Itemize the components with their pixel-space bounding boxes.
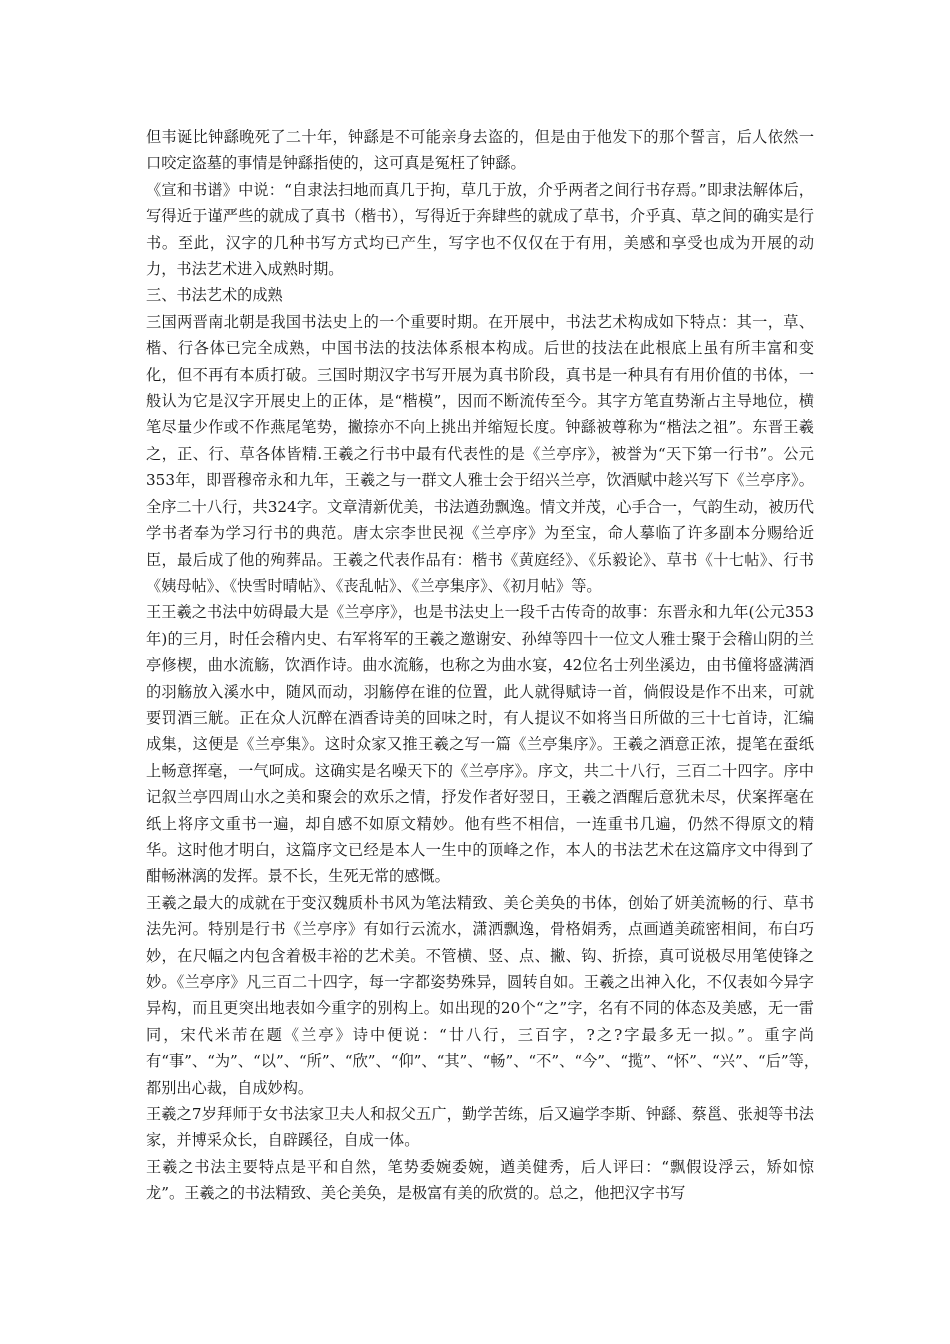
paragraph-3: 三国两晋南北朝是我国书法史上的一个重要时期。在开展中，书法艺术构成如下特点：其一，草、楷、行各体已完全成熟，中国书法的技法体系根本构成。后世的技法在此根底上虽有所丰富和变化，但不再有本质打破。三国时期汉字书写开展为真书阶段，真书是一种具有有用价值的书体，一般认为它是汉字开展史上的正体，是“楷模”，因而不断流传至今。其字方笔直势渐占主导地位，横笔尽量少作或不作燕尾笔势，撇捺亦不向上挑出并缩短长度。钟繇被尊称为“楷法之祖”。东晋王羲之，正、行、草各体皆精.王羲之行书中最有代表性的是《兰亭序》，被誉为“天下第一行书”。公元353年，即晋穆帝永和九年，王羲之与一群文人雅士会于绍兴兰亭，饮酒赋中趁兴写下《兰亭序》。全序二十八行，共324字。文章清新优美，书法遒劲飘逸。情文并茂，心手合一，气韵生动，被历代学书者奉为学习行书的典范。唐太宗李世民视《兰亭序》为至宝，命人摹临了许多副本分赐给近臣，最后成了他的殉葬品。王羲之代表作品有：楷书《黄庭经》、《乐毅论》、草书《十七帖》、行书《姨母帖》、《快雪时晴帖》、《丧乱帖》、《兰亭集序》、《初月帖》等。 — [146, 312, 814, 595]
paragraph-2: 《宣和书谱》中说：“自隶法扫地而真几于拘，草几于放，介乎两者之间行书存焉。”即隶法解体后，写得近于谨严些的就成了真书（楷书），写得近于奔肆些的就成了草书，介乎真、草之间的确实是行书。至此，汉字的几种书写方式均已产生，写字也不仅仅在于有用，美感和享受也成为开展的动力，书法艺术进入成熟时期。 — [146, 180, 814, 279]
paragraph-1: 但韦诞比钟繇晚死了二十年，钟繇是不可能亲身去盗的，但是由于他发下的那个誓言，后人依然一口咬定盗墓的事情是钟繇指使的，这可真是冤枉了钟繇。 — [146, 128, 814, 173]
section-heading: 三、书法艺术的成熟 — [146, 286, 283, 305]
paragraph-7: 王羲之书法主要特点是平和自然，笔势委婉委婉，遒美健秀，后人评曰：“飘假设浮云，矫如惊龙”。王羲之的书法精致、美仑美奂，是极富有美的欣赏的。总之，他把汉字书写 — [146, 1157, 814, 1203]
paragraph-6: 王羲之7岁拜师于女书法家卫夫人和叔父五广，勤学苦练，后又遍学李斯、钟繇、蔡邕、张昶等书法家，并博采众长，自辟蹊径，自成一体。 — [146, 1105, 814, 1150]
paragraph-5: 王羲之最大的成就在于变汉魏质朴书风为笔法精致、美仑美奂的书体，创始了妍美流畅的行、草书法先河。特别是行书《兰亭序》有如行云流水，潇洒飘逸，骨格娟秀，点画遒美疏密相间，布白巧妙，在尺幅之内包含着极丰裕的艺术美。不管横、竖、点、撇、钩、折捺，真可说极尽用笔使锋之妙。《兰亭序》凡三百二十四字，每一字都姿势殊异，圆转自如。王羲之出神入化，不仅表如今异字异构，而且更突出地表如今重字的别构上。如出现的20个“之”字，名有不同的体态及美感，无一雷同，宋代米芾在题《兰亭》诗中便说：“廿八行，三百字，?之?字最多无一拟。”。重字尚有“事”、“为”、“以”、“所”、“欣”、“仰”、“其”、“畅”、“不”、“今”、“揽”、“怀”、“兴”、“后”等，都别出心裁，自成妙构。 — [146, 893, 820, 1097]
document-page — [146, 124, 820, 1207]
paragraph-4: 王王羲之书法中妨碍最大是《兰亭序》，也是书法史上一段千古传奇的故事：东晋永和九年(公元353年)的三月，时任会稽内史、右军将军的王羲之邀谢安、孙绰等四十一位文人雅士聚于会稽山阴的兰亭修楔，曲水流觞，饮酒作诗。曲水流觞，也称之为曲水宴，42位名士列坐溪边，由书僮将盛满酒的羽觞放入溪水中，随风而动，羽觞停在谁的位置，此人就得赋诗一首，倘假设是作不出来，可就要罚酒三觥。正在众人沉醉在酒香诗美的回味之时，有人提议不如将当日所做的三十七首诗，汇编成集，这便是《兰亭集》。这时众家又推王羲之写一篇《兰亭集序》。王羲之酒意正浓，提笔在蚕纸上畅意挥毫，一气呵成。这确实是名噪天下的《兰亭序》。序文，共二十八行，三百二十四字。序中记叙兰亭四周山水之美和聚会的欢乐之情，抒发作者好翌日，王羲之酒醒后意犹未尽，伏案挥毫在纸上将序文重书一遍，却自感不如原文精妙。他有些不相信，一连重书几遍，仍然不得原文的精华。这时他才明白，这篇序文已经是本人一生中的顶峰之作，本人的书法艺术在这篇序文中得到了酣畅淋漓的发挥。景不长，生死无常的感慨。 — [146, 603, 814, 886]
